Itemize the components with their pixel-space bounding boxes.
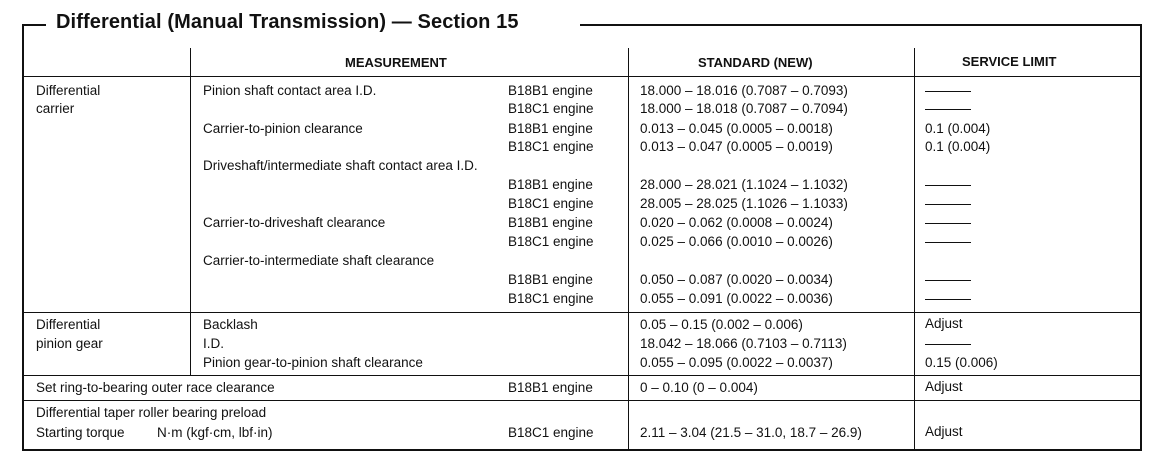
header-measurement: MEASUREMENT <box>345 55 447 70</box>
row-measurement: Pinion shaft contact area I.D. <box>203 83 377 98</box>
row-standard: 0.055 – 0.091 (0.0022 – 0.0036) <box>640 291 833 306</box>
header-service-limit: SERVICE LIMIT <box>962 54 1057 69</box>
row-standard: 0.013 – 0.047 (0.0005 – 0.0019) <box>640 139 833 154</box>
row-standard: 28.005 – 28.025 (1.1026 – 1.1033) <box>640 196 848 211</box>
pinion-group-divider <box>22 375 1142 376</box>
row-engine: B18B1 engine <box>508 83 593 98</box>
row-measurement: Carrier-to-pinion clearance <box>203 121 363 136</box>
row-engine: B18B1 engine <box>508 272 593 287</box>
row-standard: 0.013 – 0.045 (0.0005 – 0.0018) <box>640 121 833 136</box>
col-divider-group <box>190 48 191 312</box>
row-engine: B18B1 engine <box>508 121 593 136</box>
row-standard: 0.05 – 0.15 (0.002 – 0.006) <box>640 317 803 332</box>
col-divider-limit <box>914 48 915 451</box>
row-limit-dash <box>925 204 971 205</box>
row-limit: 0.15 (0.006) <box>925 355 998 370</box>
row-standard: 0.025 – 0.066 (0.0010 – 0.0026) <box>640 234 833 249</box>
row-standard: 18.042 – 18.066 (0.7103 – 0.7113) <box>640 336 847 351</box>
row-engine: B18C1 engine <box>508 196 594 211</box>
col-divider-group-pinion <box>190 312 191 375</box>
row-engine: B18C1 engine <box>508 101 594 116</box>
row-engine: B18C1 engine <box>508 139 594 154</box>
group-taper-line2: Starting torque <box>36 425 125 440</box>
row-limit: Adjust <box>925 424 963 439</box>
header-standard: STANDARD (NEW) <box>698 55 813 70</box>
row-standard: 28.000 – 28.021 (1.1024 – 1.1032) <box>640 177 848 192</box>
row-limit-dash <box>925 242 971 243</box>
row-measurement: Pinion gear-to-pinion shaft clearance <box>203 355 423 370</box>
row-engine: B18C1 engine <box>508 234 594 249</box>
row-engine: B18B1 engine <box>508 215 593 230</box>
row-limit-dash <box>925 344 971 345</box>
row-limit-dash <box>925 299 971 300</box>
row-measurement: I.D. <box>203 336 225 351</box>
group-taper-line1: Differential taper roller bearing preload <box>36 405 267 420</box>
row-limit-dash <box>925 280 971 281</box>
ring-group-divider <box>22 400 1142 401</box>
group-ring-label: Set ring-to-bearing outer race clearance <box>36 380 275 395</box>
row-limit-dash <box>925 223 971 224</box>
row-limit: Adjust <box>925 379 963 394</box>
row-limit-dash <box>925 109 971 110</box>
group-pinion-line2: pinion gear <box>36 336 103 351</box>
row-limit-dash <box>925 185 971 186</box>
row-standard: 0.055 – 0.095 (0.0022 – 0.0037) <box>640 355 833 370</box>
group-taper-unit: N·m (kgf·cm, lbf·in) <box>157 425 273 440</box>
row-standard: 18.000 – 18.016 (0.7087 – 0.7093) <box>640 83 848 98</box>
row-limit: 0.1 (0.004) <box>925 121 991 136</box>
row-engine: B18C1 engine <box>508 425 594 440</box>
row-measurement: Carrier-to-driveshaft clearance <box>203 215 386 230</box>
page-title: Differential (Manual Transmission) — Section 15 <box>56 11 519 33</box>
row-measurement: Driveshaft/intermediate shaft contact area I.D. <box>203 158 478 173</box>
row-engine: B18C1 engine <box>508 291 594 306</box>
row-standard: 0 – 0.10 (0 – 0.004) <box>640 380 758 395</box>
row-limit: Adjust <box>925 316 963 331</box>
row-standard: 18.000 – 18.018 (0.7087 – 0.7094) <box>640 101 848 116</box>
row-standard: 0.020 – 0.062 (0.0008 – 0.0024) <box>640 215 833 230</box>
group-carrier-line1: Differential <box>36 83 101 98</box>
row-engine: B18B1 engine <box>508 380 593 395</box>
row-limit-dash <box>925 91 971 92</box>
row-standard: 0.050 – 0.087 (0.0020 – 0.0034) <box>640 272 833 287</box>
row-measurement: Backlash <box>203 317 258 332</box>
row-engine: B18B1 engine <box>508 177 593 192</box>
row-limit: 0.1 (0.004) <box>925 139 991 154</box>
col-divider-standard <box>628 48 629 451</box>
group-pinion-line1: Differential <box>36 317 101 332</box>
row-standard: 2.11 – 3.04 (21.5 – 31.0, 18.7 – 26.9) <box>640 425 862 440</box>
group-carrier-line2: carrier <box>36 101 75 116</box>
row-measurement: Carrier-to-intermediate shaft clearance <box>203 253 435 268</box>
